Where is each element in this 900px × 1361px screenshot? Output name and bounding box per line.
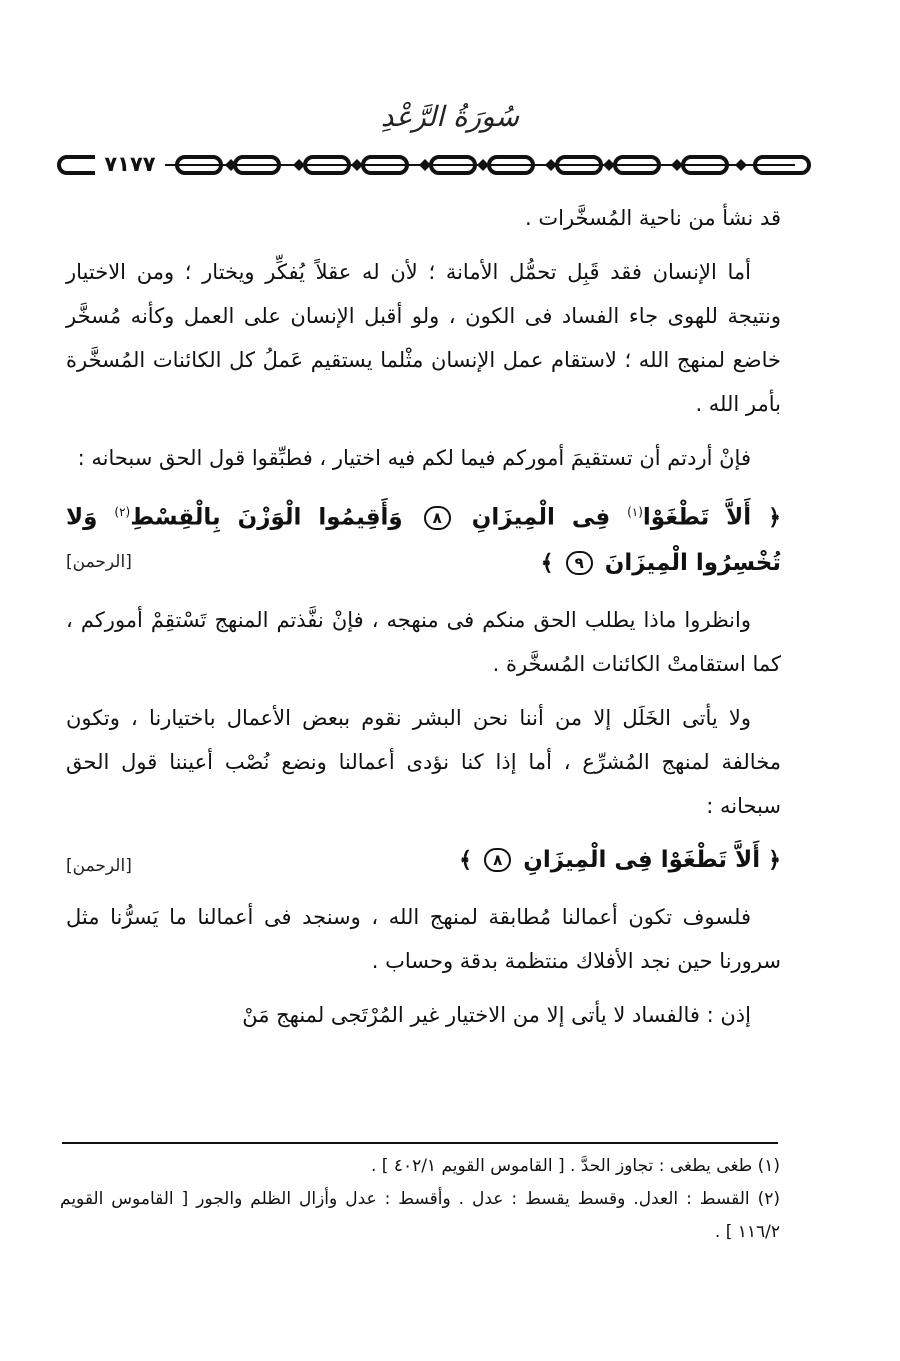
verse-source-reference: [الرحمن]: [66, 552, 132, 572]
paragraph: أما الإنسان فقد قَبِل تحمُّل الأمانة ؛ لأن له عقلاً يُفكِّر ويختار ؛ ومن الاختيار ونتيجة للهوى جاء الفساد فى الكون ، ولو أقبل الإنسان على العمل وكأنه مُسخَّر خاضع لمنهج الله ؛ لاستقام عمل الإنسان مثْلما يستقيم عَملُ كل الكائنات المُسخَّرة بأمر الله .: [66, 260, 781, 416]
quran-verse: [66, 490, 781, 586]
quran-verse: [66, 838, 781, 883]
verse-close-bracket: ﴾: [540, 550, 554, 576]
footnote-divider: [62, 1142, 778, 1144]
footnote-marker: (١): [627, 505, 643, 519]
ayah-number: ٨: [484, 848, 511, 872]
surah-title: سُورَةُ الرَّعْدِ: [380, 100, 520, 133]
footnotes: [60, 1150, 780, 1249]
paragraph: قد نشأ من ناحية المُسخَّرات .: [525, 206, 781, 230]
footnote-marker: (٢): [114, 505, 131, 519]
ayah-number: ٨: [424, 506, 451, 530]
verse-close-bracket: ﴾: [459, 847, 473, 873]
verse-text: وَلا تُخْسِرُوا الْمِيزَانَ: [66, 504, 781, 576]
paragraph: وانظروا ماذا يطلب الحق منكم فى منهجه ، فإنْ نفَّذتم المنهج تَسْتقِمْ أموركم ، كما استقامتْ الكائنات المُسخَّرة .: [66, 607, 781, 676]
verse-source-reference: [الرحمن]: [66, 855, 132, 876]
page-number: ٧١٧٧: [95, 148, 165, 180]
main-text: [66, 196, 781, 1047]
ornamental-divider: [55, 150, 815, 180]
paragraph: ولا يأتى الخَلَل إلا من أننا نحن البشر نقوم ببعض الأعمال باختيارنا ، وتكون مخالفة لمنهج المُشرِّع ، أما إذا كنا نؤدى أعمالنا ونضع نُصْب أعيننا قول الحق سبحانه :: [66, 705, 781, 818]
verse-open-bracket: ﴿: [768, 505, 782, 531]
quran-verse-block: [66, 490, 781, 586]
verse-open-bracket: ﴿: [768, 847, 781, 873]
verse-text: أَلاَّ تَطْغَوْا: [642, 504, 752, 531]
quran-verse-block: [66, 838, 781, 883]
paragraph: فإنْ أردتم أن تستقيمَ أموركم فيما لكم فيه اختيار ، فطبِّقوا قول الحق سبحانه :: [77, 446, 751, 470]
verse-text: وَأَقِيمُوا الْوَزْنَ بِالْقِسْطِ: [130, 504, 403, 531]
verse-text: أَلاَّ تَطْغَوْا فِى الْمِيزَانِ: [523, 846, 761, 873]
paragraph: فلسوف تكون أعمالنا مُطابقة لمنهج الله ، وسنجد فى أعمالنا ما يَسرُّنا مثل سرورنا حين نجد الأفلاك منتظمة بدقة وحساب .: [66, 904, 781, 973]
ayah-number: ٩: [566, 551, 593, 575]
footnote: (٢) القسط : العدل. وقسط يقسط : عدل . وأقسط : عدل وأزال الظلم والجور [ القاموس القويم ١١٦/٢ ] .: [60, 1189, 780, 1242]
verse-text: فِى الْمِيزَانِ: [471, 504, 611, 531]
paragraph: إذن : فالفساد لا يأتى إلا من الاختيار غير المُرْتَجى لمنهج مَنْ: [242, 1002, 751, 1027]
footnote: (١) طغى يطغى : تجاوز الحدَّ . [ القاموس القويم ٤٠٢/١ ] .: [370, 1156, 780, 1176]
